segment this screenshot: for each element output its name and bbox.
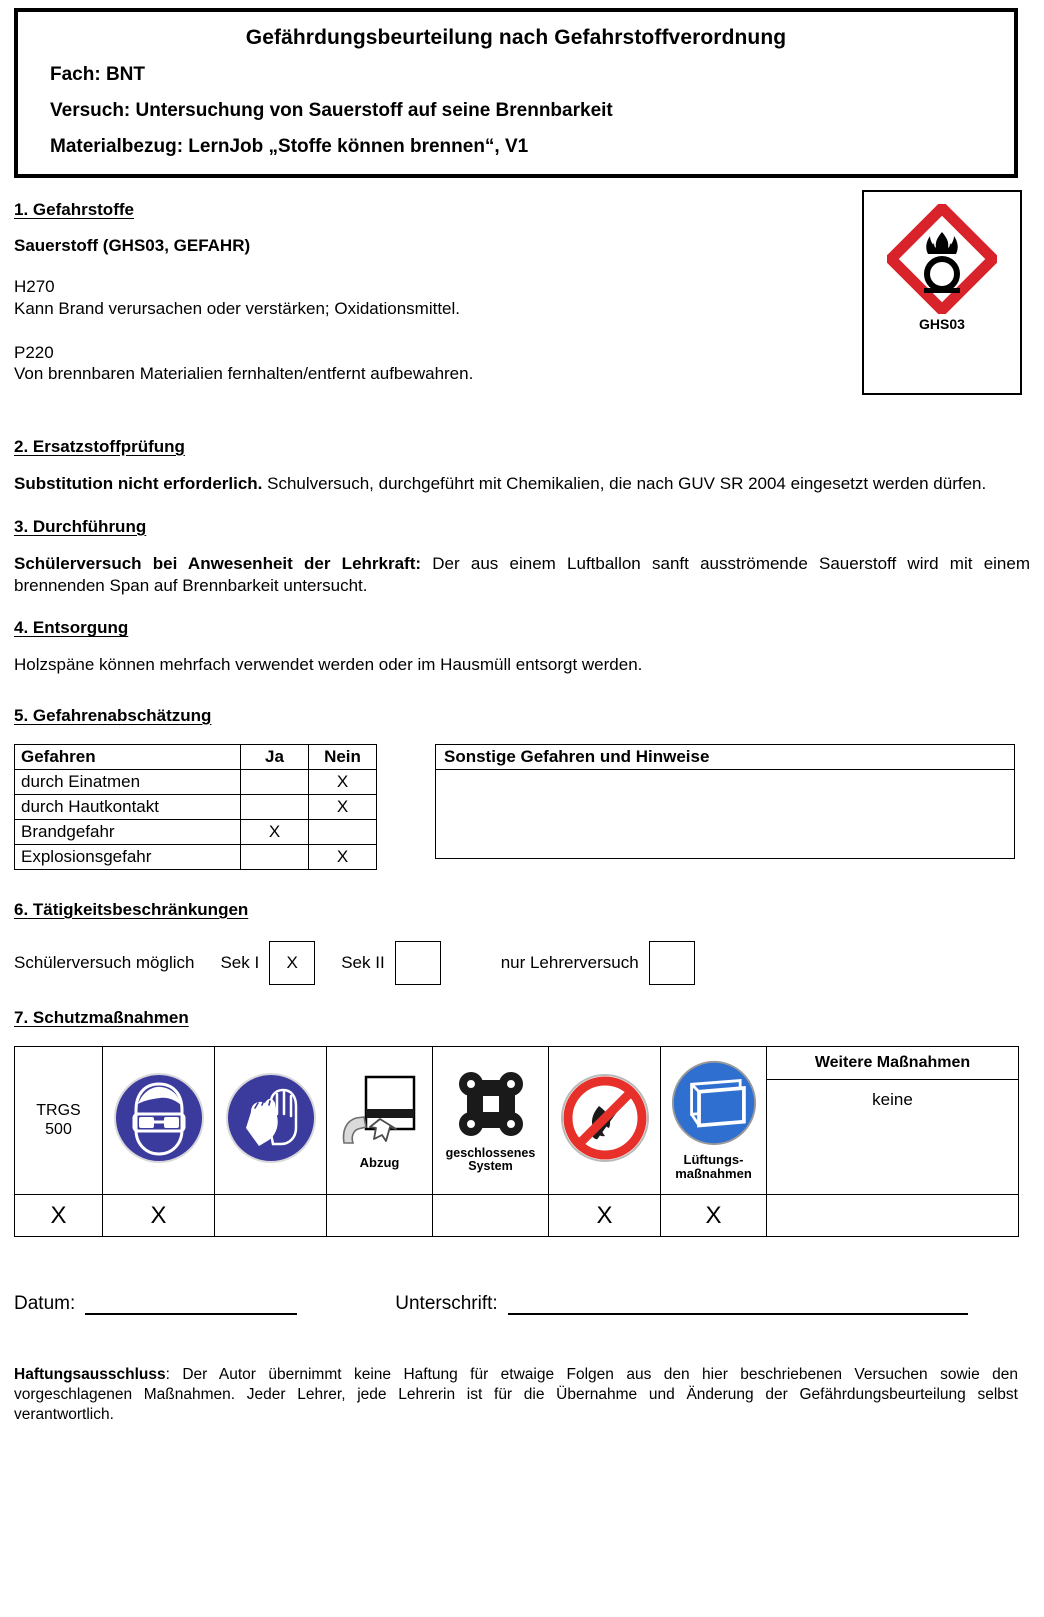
disclaimer-text: : Der Autor übernimmt keine Haftung für etwaige Folgen aus den hier beschriebenen Versuchen sowie den vorgeschlagenen Maßnahmen. Jeder Lehrer, jede Lehrerin ist für die Übernahme und Änderung der Gefährdungsbeurteilung selbst verantwortlich. <box>14 1366 1018 1424</box>
section-3-heading: 3. Durchführung <box>14 516 147 536</box>
hazard-yes-cell[interactable]: X <box>241 820 309 845</box>
subject-line: Fach: BNT <box>50 64 145 85</box>
section-2-heading: 2. Ersatzstoffprüfung <box>14 437 185 456</box>
section-4-heading: 4. Entsorgung <box>14 618 129 638</box>
signature-label: Unterschrift: <box>395 1293 498 1314</box>
further-measures-cell <box>767 1047 1019 1195</box>
section-3-procedure <box>14 517 1030 597</box>
trgs-500-text-top: TRGS <box>36 1101 81 1119</box>
sek1-label: Sek I <box>220 953 260 972</box>
date-input-line[interactable] <box>85 1312 297 1315</box>
further-measures-value[interactable]: keine <box>872 1090 913 1109</box>
trgs-500-mark[interactable]: X <box>15 1195 103 1237</box>
trgs-500-cell <box>15 1047 103 1195</box>
substance-name: Sauerstoff (GHS03, GEFAHR) <box>14 236 251 255</box>
other-hazards-box <box>435 744 1015 859</box>
no-open-flame-icon <box>559 1072 651 1169</box>
measures-mark-row <box>15 1195 1019 1237</box>
table-header-row <box>15 745 377 770</box>
section-2-substitution <box>14 437 1030 495</box>
closed-system-caption: geschlossenes System <box>445 1145 536 1173</box>
p-code: P220 <box>14 342 54 362</box>
further-measures-mark[interactable] <box>767 1195 1019 1237</box>
hazard-yes-cell[interactable] <box>241 845 309 870</box>
hazard-no-cell[interactable] <box>309 820 377 845</box>
column-header-hazards: Gefahren <box>15 745 241 770</box>
closed-system-mark[interactable] <box>433 1195 549 1237</box>
sek1-checkbox[interactable]: X <box>269 941 315 985</box>
safety-goggles-cell <box>103 1047 215 1195</box>
hazard-yes-cell[interactable] <box>241 770 309 795</box>
table-row <box>15 845 377 870</box>
hazard-no-cell[interactable]: X <box>309 795 377 820</box>
oxidizer-flame-over-circle-icon <box>887 204 997 314</box>
section-5-heading: 5. Gefahrenabschätzung <box>14 706 212 725</box>
signature-row <box>14 1293 1030 1315</box>
header-box <box>14 8 1018 178</box>
section-2-lead: Substitution nicht erforderlich. <box>14 474 263 493</box>
sek2-checkbox[interactable] <box>395 941 441 985</box>
hazard-yes-cell[interactable] <box>241 795 309 820</box>
other-hazards-body[interactable] <box>436 770 1014 858</box>
section-7-protective-measures <box>14 1008 1030 1237</box>
teacher-only-checkbox[interactable] <box>649 941 695 985</box>
disclaimer-lead: Haftungsausschluss <box>14 1366 166 1383</box>
section-2-body <box>14 473 1030 495</box>
safety-goggles-mark[interactable]: X <box>103 1195 215 1237</box>
material-line: Materialbezug: LernJob „Stoffe können brennen“, V1 <box>50 136 529 157</box>
fume-hood-icon <box>336 1071 424 1154</box>
hazard-label: durch Einatmen <box>15 770 241 795</box>
table-row <box>15 770 377 795</box>
hazard-label: Explosionsgefahr <box>15 845 241 870</box>
section-3-lead: Schülerversuch bei Anwesenheit der Lehrkraft: <box>14 553 422 573</box>
section-4-disposal <box>14 618 1030 676</box>
trgs-500-text-bottom: 500 <box>45 1120 72 1138</box>
other-hazards-title: Sonstige Gefahren und Hinweise <box>436 745 1014 770</box>
section-4-text: Holzspäne können mehrfach verwendet werden oder im Hausmüll entsorgt werden. <box>14 655 643 675</box>
section-1-hazardous-substances <box>14 200 1030 415</box>
signature-input-line[interactable] <box>508 1312 968 1315</box>
section-6-activity-restrictions <box>14 900 1030 986</box>
fume-hood-mark[interactable] <box>327 1195 433 1237</box>
page-title: Gefährdungsbeurteilung nach Gefahrstoffverordnung <box>245 26 787 49</box>
further-measures-title: Weitere Maßnahmen <box>767 1047 1018 1080</box>
section-6-heading: 6. Tätigkeitsbeschränkungen <box>14 900 249 919</box>
hazard-no-cell[interactable]: X <box>309 770 377 795</box>
ghs-pictogram-label: GHS03 <box>919 316 965 332</box>
ventilation-measures-mark[interactable]: X <box>661 1195 767 1237</box>
sek2-label: Sek II <box>341 953 385 972</box>
student-experiment-label: Schülerversuch möglich <box>14 953 195 972</box>
no-open-flame-cell <box>549 1047 661 1195</box>
h-statement-text: Kann Brand verursachen oder verstärken; Oxidationsmittel. <box>14 298 461 318</box>
h-code: H270 <box>14 277 55 296</box>
column-header-yes: Ja <box>241 745 309 770</box>
hazard-label: Brandgefahr <box>15 820 241 845</box>
ventilation-measures-icon <box>671 1060 757 1151</box>
protective-gloves-mark[interactable] <box>215 1195 327 1237</box>
hazard-label: durch Hautkontakt <box>15 795 241 820</box>
section-1-heading: 1. Gefahrstoffe <box>14 200 134 219</box>
date-label: Datum: <box>14 1293 76 1314</box>
no-open-flame-mark[interactable]: X <box>549 1195 661 1237</box>
hazard-no-cell[interactable]: X <box>309 845 377 870</box>
fume-hood-cell <box>327 1047 433 1195</box>
section-5-hazard-assessment <box>14 706 1030 870</box>
section-2-text: Schulversuch, durchgeführt mit Chemikalien, die nach GUV SR 2004 eingesetzt werden dürfen. <box>262 474 987 493</box>
protective-measures-table <box>14 1046 1019 1237</box>
protective-gloves-icon <box>225 1072 317 1169</box>
table-row <box>15 820 377 845</box>
teacher-only-label: nur Lehrerversuch <box>500 953 639 972</box>
ghs-pictogram-box <box>862 190 1022 395</box>
safety-goggles-icon <box>113 1072 205 1169</box>
column-header-no: Nein <box>309 745 377 770</box>
experiment-line: Versuch: Untersuchung von Sauerstoff auf seine Brennbarkeit <box>50 100 613 121</box>
hazard-assessment-table <box>14 744 377 870</box>
closed-system-cell <box>433 1047 549 1195</box>
ventilation-measures-cell <box>661 1047 767 1195</box>
section-3-text: Der aus einem Luftballon sanft ausströmende Sauerstoff wird mit einem brennenden Span auf Brennbarkeit untersucht. <box>14 553 1030 595</box>
section-3-body <box>14 553 1030 597</box>
table-row <box>15 795 377 820</box>
document-page <box>0 8 1044 1617</box>
measures-icon-row <box>15 1047 1019 1195</box>
fume-hood-caption: Abzug <box>359 1154 400 1170</box>
protective-gloves-cell <box>215 1047 327 1195</box>
ventilation-measures-caption: Lüftungs- maßnahmen <box>675 1151 752 1181</box>
closed-system-icon <box>455 1068 527 1145</box>
disclaimer <box>14 1365 1018 1425</box>
section-7-heading: 7. Schutzmaßnahmen <box>14 1008 189 1027</box>
p-statement-text: Von brennbaren Materialien fernhalten/entfernt aufbewahren. <box>14 364 474 384</box>
